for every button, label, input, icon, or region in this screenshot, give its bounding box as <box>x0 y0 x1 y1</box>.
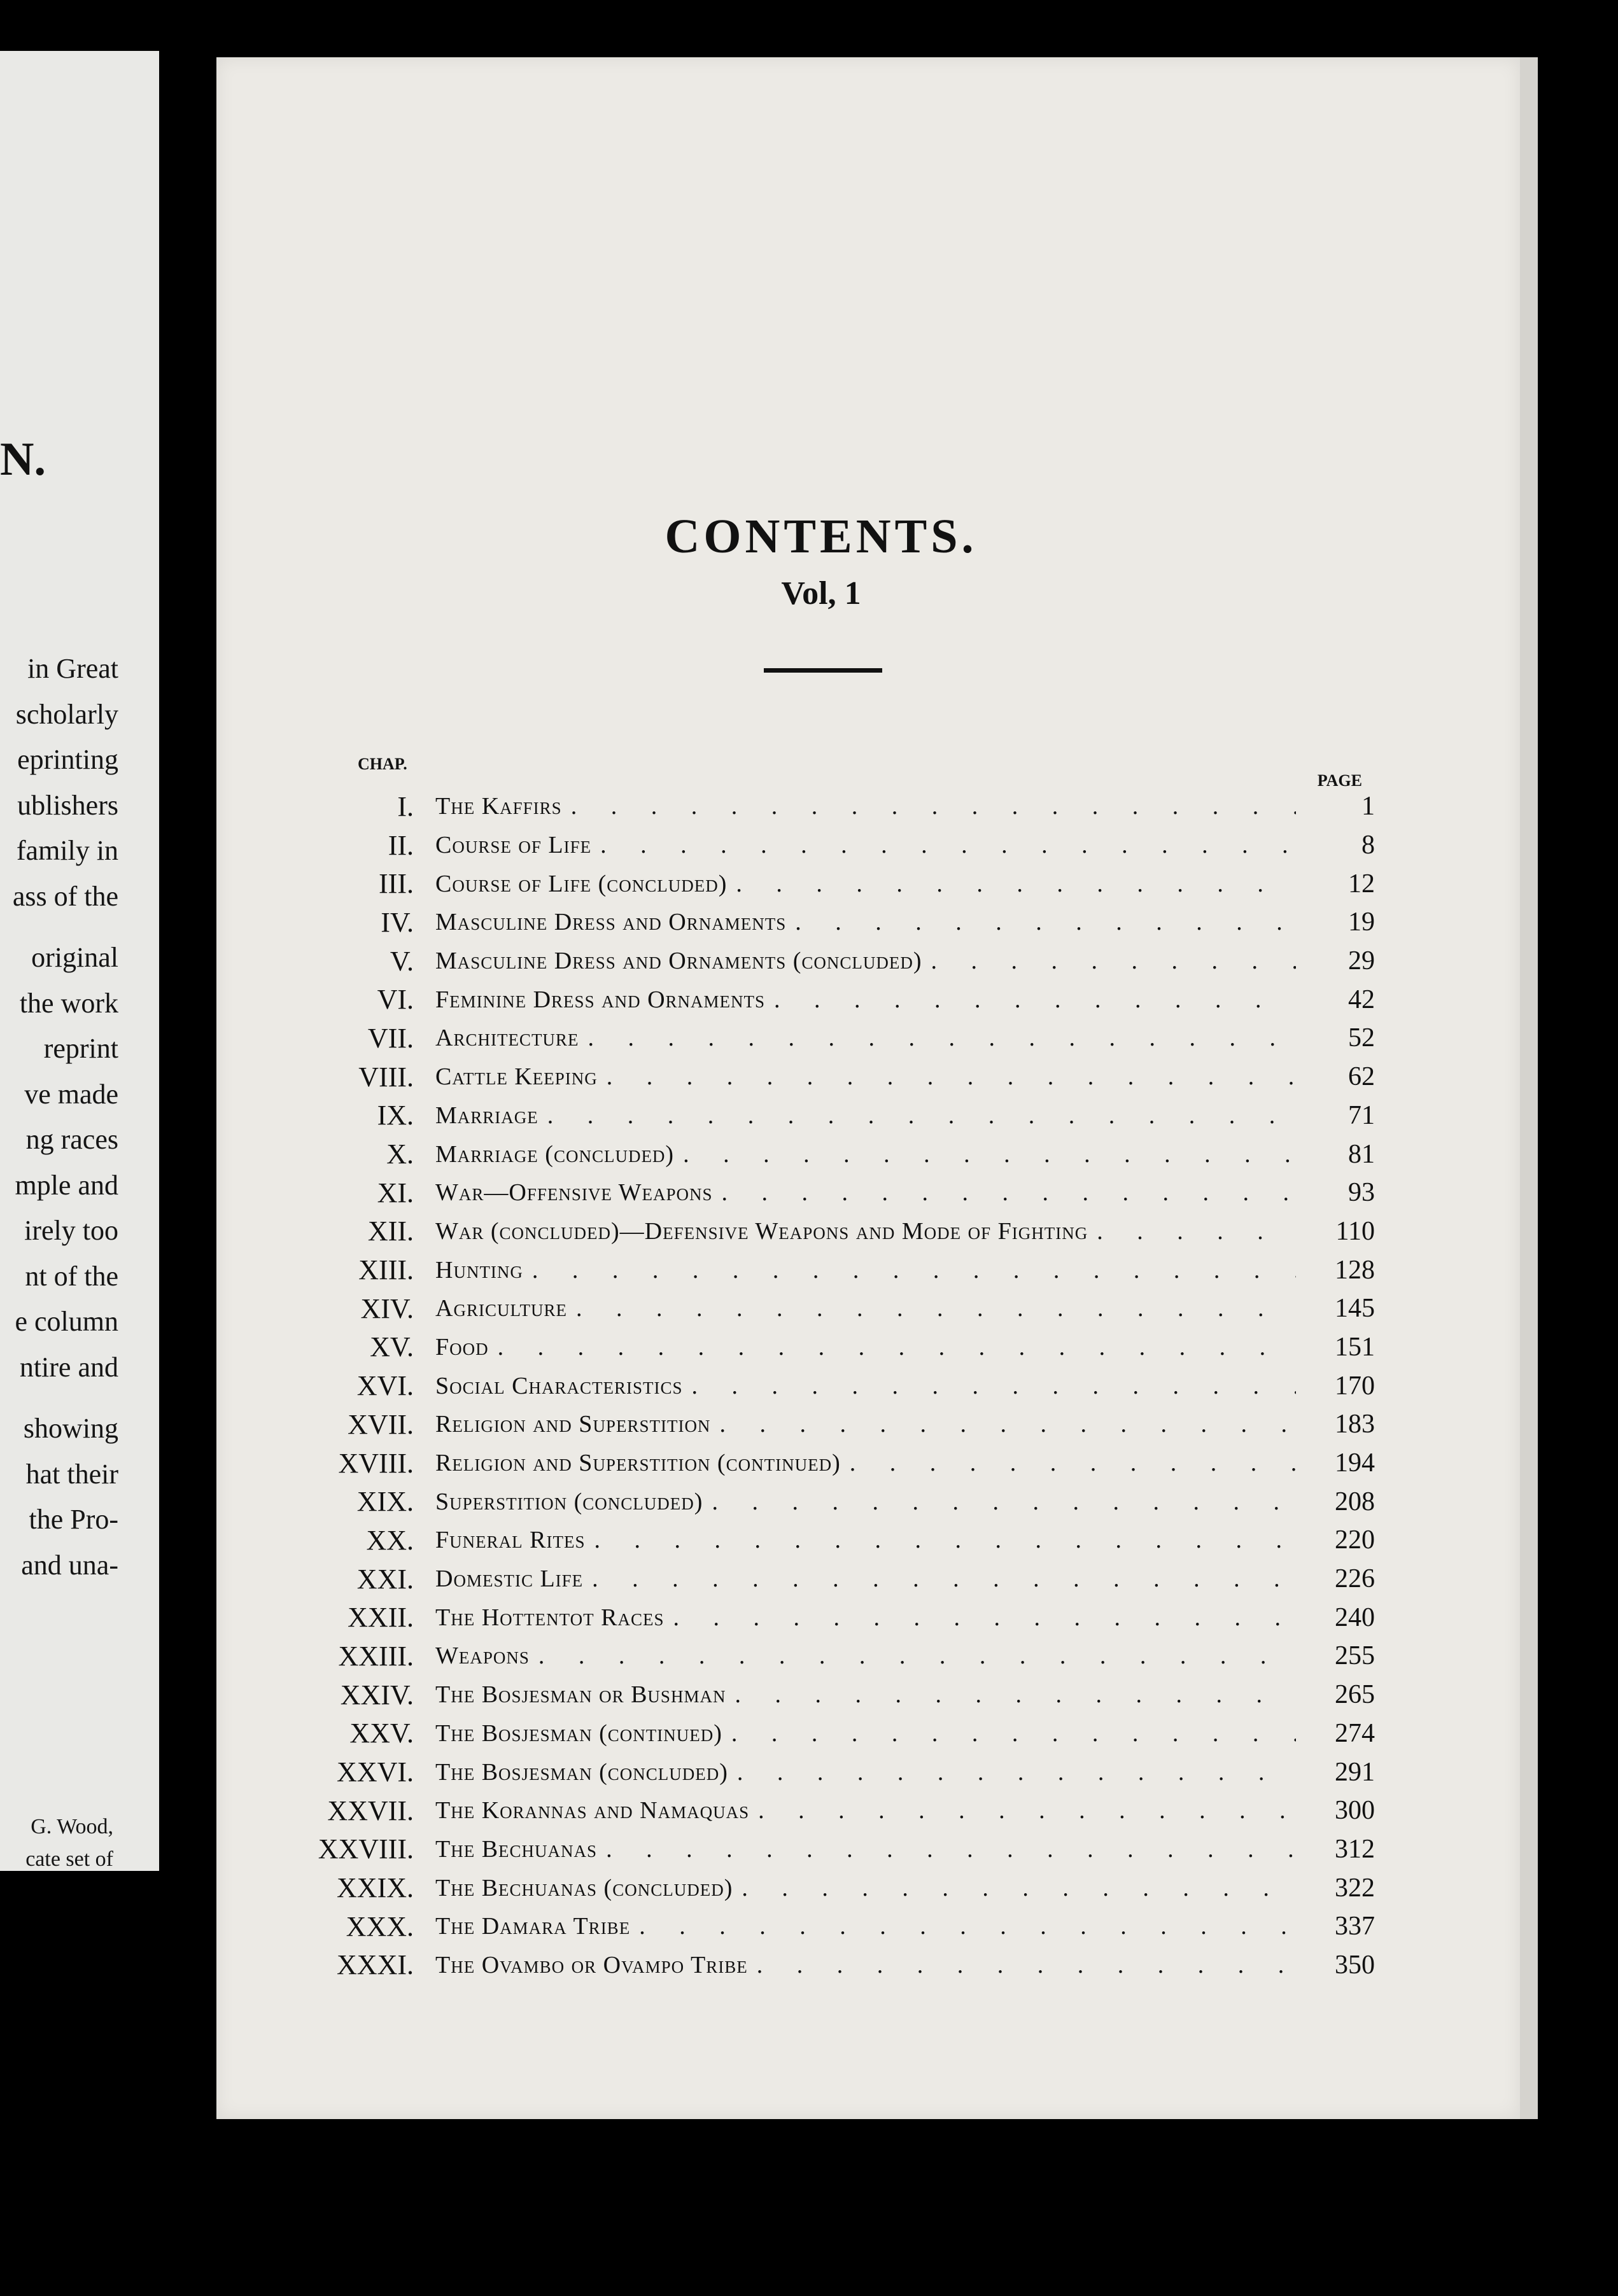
chapter-title: Funeral Rites <box>435 1527 586 1554</box>
left-page-line: in Great <box>27 653 118 684</box>
chapter-number: XVI. <box>356 1370 414 1402</box>
chapter-number: XXI. <box>356 1563 414 1595</box>
dot-leader <box>742 1874 1296 1902</box>
contents-entry <box>255 1791 1375 1830</box>
chapter-title-cell <box>435 1179 1296 1207</box>
contents-entry <box>255 1328 1375 1367</box>
left-page-heading: N. <box>0 433 46 486</box>
chapter-number: I. <box>397 790 414 822</box>
chapter-title: Marriage (concluded) <box>435 1140 675 1168</box>
dot-leader <box>931 947 1296 975</box>
chapter-title-cell <box>435 1719 1296 1747</box>
chapter-number: XIII. <box>358 1254 414 1286</box>
contents-entry <box>255 1482 1375 1521</box>
page-number: 8 <box>1361 830 1375 860</box>
contents-entry <box>255 1444 1375 1483</box>
left-page-line: ve made <box>24 1078 118 1110</box>
chapter-title-cell <box>435 1256 1296 1284</box>
dot-leader <box>1097 1217 1296 1245</box>
chapter-number: XXIX. <box>337 1872 414 1904</box>
page-number: 226 <box>1335 1564 1375 1594</box>
dot-leader <box>735 1681 1296 1709</box>
left-page-line: reprint <box>43 1033 118 1064</box>
page-number: 183 <box>1335 1410 1375 1439</box>
dot-leader <box>795 908 1296 936</box>
chapter-title: Agriculture <box>435 1295 567 1322</box>
left-page-line: nt of the <box>25 1260 118 1292</box>
chapter-title-cell <box>435 1565 1296 1593</box>
chapter-title-cell <box>435 1874 1296 1902</box>
chapter-title-cell <box>435 1372 1296 1400</box>
chapter-title-cell <box>435 1526 1296 1554</box>
chapter-number: IV. <box>381 906 414 938</box>
chapter-title: The Hottentot Races <box>435 1604 665 1631</box>
chapter-title-cell <box>435 1102 1296 1130</box>
page-number: 71 <box>1348 1100 1375 1130</box>
page-number: 208 <box>1335 1487 1375 1516</box>
contents-entry <box>255 1907 1375 1946</box>
chapter-title: Religion and Superstition <box>435 1411 711 1438</box>
page-edge <box>1520 57 1538 2119</box>
chapter-title-cell <box>435 870 1296 898</box>
dot-leader <box>592 1565 1296 1593</box>
page-number: 12 <box>1348 869 1375 899</box>
page-number: 274 <box>1335 1718 1375 1748</box>
left-page-line: ng races <box>25 1124 118 1155</box>
page-number: 291 <box>1335 1757 1375 1787</box>
page-number: 300 <box>1335 1796 1375 1826</box>
dot-leader <box>532 1256 1296 1284</box>
page-number: 194 <box>1335 1448 1375 1478</box>
chapter-title: The Damara Tribe <box>435 1913 631 1940</box>
dot-leader <box>498 1333 1296 1361</box>
contents-entry <box>255 1946 1375 1985</box>
dot-leader <box>673 1604 1296 1632</box>
page-number: 29 <box>1348 946 1375 976</box>
chapter-title-cell <box>435 1604 1296 1632</box>
page-number: 151 <box>1335 1332 1375 1362</box>
chapter-number: XVIII. <box>338 1447 414 1479</box>
dot-leader <box>757 1951 1296 1979</box>
chapter-title-cell <box>435 831 1296 859</box>
left-page-text <box>0 646 118 1588</box>
dot-leader <box>607 1063 1296 1091</box>
chapter-number: XX. <box>366 1524 414 1556</box>
chapter-title-cell <box>435 1488 1296 1516</box>
chapter-number: XXX. <box>346 1910 414 1942</box>
left-page-line: and una- <box>21 1549 118 1581</box>
page-number: 312 <box>1335 1834 1375 1864</box>
left-page-fragment <box>0 51 159 1871</box>
dot-leader <box>736 870 1296 898</box>
chapter-title: The Bechuanas (concluded) <box>435 1874 733 1901</box>
chapter-number: XVII. <box>348 1408 414 1440</box>
chapter-title: Feminine Dress and Ornaments <box>435 986 766 1013</box>
page-number: 19 <box>1348 907 1375 937</box>
page-number: 93 <box>1348 1178 1375 1208</box>
dot-leader <box>571 792 1296 820</box>
chapter-number: IX. <box>377 1100 414 1131</box>
contents-entry <box>255 1714 1375 1753</box>
contents-entry <box>255 1676 1375 1714</box>
left-page-line: hat their <box>25 1458 118 1490</box>
contents-entry <box>255 1830 1375 1869</box>
chapter-title: The Bosjesman (continued) <box>435 1719 722 1747</box>
contents-entry <box>255 864 1375 903</box>
page-number: 62 <box>1348 1062 1375 1092</box>
contents-entry <box>255 1868 1375 1907</box>
contents-entry <box>255 903 1375 942</box>
dot-leader <box>731 1719 1296 1747</box>
page-number: 255 <box>1335 1641 1375 1671</box>
chapter-title: Course of Life (concluded) <box>435 870 728 897</box>
contents-entry <box>255 826 1375 865</box>
chapter-title: Masculine Dress and Ornaments (concluded) <box>435 948 922 975</box>
page-column-header: PAGE <box>1317 771 1362 790</box>
left-page-line <box>0 1390 118 1406</box>
chapter-title-cell <box>435 908 1296 936</box>
chapter-title-cell <box>435 1912 1296 1940</box>
left-page-line: the Pro- <box>29 1504 118 1535</box>
contents-list <box>255 787 1375 1984</box>
chapter-number: III. <box>379 868 414 900</box>
chapter-number: VI. <box>377 984 414 1016</box>
left-page-line: scholarly <box>15 698 118 730</box>
page-number: 265 <box>1335 1680 1375 1710</box>
chapter-title-cell <box>435 1333 1296 1361</box>
page-number: 322 <box>1335 1873 1375 1903</box>
chapter-title: Domestic Life <box>435 1565 584 1593</box>
chapter-number: XXV. <box>349 1718 414 1749</box>
chapter-title: Religion and Superstition (continued) <box>435 1450 841 1477</box>
page-number: 81 <box>1348 1139 1375 1169</box>
chapter-number: XIX. <box>356 1486 414 1518</box>
chapter-title-cell <box>435 1642 1296 1670</box>
dot-leader <box>758 1796 1296 1824</box>
chapter-number: II. <box>388 829 414 861</box>
left-page-line: eprinting <box>17 744 118 775</box>
dot-leader <box>587 1024 1296 1052</box>
page-title: CONTENTS. <box>665 510 978 563</box>
dot-leader <box>712 1488 1296 1516</box>
contents-entry <box>255 1212 1375 1251</box>
left-page-line: ublishers <box>17 789 118 821</box>
contents-entry <box>255 1405 1375 1444</box>
dot-leader <box>600 831 1296 859</box>
title-rule <box>764 668 882 673</box>
chapter-title: Social Characteristics <box>435 1372 683 1399</box>
contents-entry <box>255 1521 1375 1560</box>
left-page-small-line: cate set of <box>25 1847 113 1871</box>
chapter-title-cell <box>435 1681 1296 1709</box>
dot-leader <box>850 1449 1296 1477</box>
dot-leader <box>774 986 1296 1014</box>
chapter-title: War—Offensive Weapons <box>435 1179 713 1207</box>
contents-entry <box>255 1753 1375 1791</box>
page-number: 337 <box>1335 1912 1375 1942</box>
chapter-title: Masculine Dress and Ornaments <box>435 909 787 936</box>
chapter-number: XI. <box>377 1177 414 1208</box>
chapter-title: Food <box>435 1333 489 1361</box>
dot-leader <box>576 1294 1296 1322</box>
chapter-title-cell <box>435 1294 1296 1322</box>
chapter-title: The Bosjesman (concluded) <box>435 1758 728 1786</box>
dot-leader <box>639 1912 1296 1940</box>
chapter-number: XXII. <box>348 1602 414 1634</box>
chapter-title-cell <box>435 1835 1296 1863</box>
dot-leader <box>692 1372 1297 1400</box>
left-page-line: showing <box>23 1413 118 1444</box>
contents-entry <box>255 942 1375 981</box>
chapter-number: XXXI. <box>337 1949 414 1981</box>
page-number: 128 <box>1335 1255 1375 1285</box>
dot-leader <box>683 1140 1296 1168</box>
chapter-title-cell <box>435 1140 1296 1168</box>
page-number: 220 <box>1335 1525 1375 1555</box>
chapter-title-cell <box>435 1217 1296 1245</box>
page-number: 240 <box>1335 1602 1375 1632</box>
chapter-number: XXIII. <box>338 1640 414 1672</box>
chapter-title-cell <box>435 1063 1296 1091</box>
dot-leader <box>538 1642 1296 1670</box>
contents-entry <box>255 1058 1375 1096</box>
chapter-title: The Bosjesman or Bushman <box>435 1681 726 1709</box>
dot-leader <box>722 1179 1296 1207</box>
dot-leader <box>547 1102 1296 1130</box>
page-number: 1 <box>1361 792 1375 822</box>
dot-leader <box>606 1835 1296 1863</box>
chapter-number: XXVI. <box>337 1756 414 1788</box>
chapter-number: XII. <box>367 1215 414 1247</box>
chapter-title-cell <box>435 947 1296 975</box>
chapter-title: Cattle Keeping <box>435 1063 598 1091</box>
chapter-number: XXVIII. <box>318 1833 414 1865</box>
page-number: 52 <box>1348 1023 1375 1053</box>
contents-entry <box>255 787 1375 826</box>
left-page-line: the work <box>19 987 118 1019</box>
left-page-small-line: G. Wood, <box>31 1815 113 1838</box>
contents-entry <box>255 1289 1375 1328</box>
chapter-title-cell <box>435 1796 1296 1824</box>
contents-entry <box>255 1366 1375 1405</box>
dot-leader <box>594 1526 1296 1554</box>
contents-entry <box>255 1250 1375 1289</box>
contents-entry <box>255 1598 1375 1637</box>
left-page-line: original <box>31 942 118 973</box>
chapter-title-cell <box>435 792 1296 820</box>
chapter-title: The Bechuanas <box>435 1835 598 1863</box>
chapter-number: VII. <box>367 1022 414 1054</box>
chapter-title-cell <box>435 1951 1296 1979</box>
contents-entry <box>255 1173 1375 1212</box>
contents-entry <box>255 1135 1375 1173</box>
chapter-number: XIV. <box>360 1292 414 1324</box>
chapter-title: Course of Life <box>435 832 592 859</box>
dot-leader <box>719 1410 1296 1438</box>
chapter-number: VIII. <box>358 1061 414 1093</box>
page-number: 170 <box>1335 1371 1375 1401</box>
chap-column-header: CHAP. <box>358 755 407 773</box>
contents-entry <box>255 1019 1375 1058</box>
chapter-title: Hunting <box>435 1256 523 1284</box>
chapter-number: V. <box>390 945 414 977</box>
dot-leader <box>737 1758 1296 1786</box>
chapter-title-cell <box>435 1758 1296 1786</box>
chapter-title: War (concluded)—Defensive Weapons and Mode of Fighting <box>435 1217 1088 1245</box>
left-page-line <box>0 919 118 935</box>
volume-label: Vol, 1 <box>781 575 861 612</box>
chapter-title: The Ovambo or Ovampo Tribe <box>435 1951 748 1978</box>
page-number: 110 <box>1335 1216 1375 1246</box>
contents-entry <box>255 980 1375 1019</box>
left-page-small-text <box>0 1810 113 1871</box>
page-number: 350 <box>1335 1950 1375 1980</box>
page-number: 42 <box>1348 984 1375 1014</box>
page-number: 145 <box>1335 1294 1375 1324</box>
chapter-title: Weapons <box>435 1642 530 1670</box>
left-page-line: e column <box>15 1306 118 1337</box>
chapter-title-cell <box>435 986 1296 1014</box>
chapter-title: Architecture <box>435 1025 579 1052</box>
chapter-number: XV. <box>370 1331 414 1363</box>
contents-entry <box>255 1637 1375 1676</box>
left-page-line: ntire and <box>19 1351 118 1383</box>
left-page-line: irely too <box>24 1215 118 1246</box>
left-page-line: family in <box>16 835 118 866</box>
left-page-line: ass of the <box>12 880 118 912</box>
left-page-line: mple and <box>15 1169 118 1201</box>
chapter-title: Marriage <box>435 1102 538 1129</box>
chapter-number: XXIV. <box>340 1679 414 1711</box>
contents-entry <box>255 1560 1375 1599</box>
chapter-title-cell <box>435 1410 1296 1438</box>
chapter-title: The Korannas and Namaquas <box>435 1797 750 1824</box>
chapter-number: X. <box>386 1138 414 1170</box>
contents-entry <box>255 1096 1375 1135</box>
chapter-title: The Kaffirs <box>435 793 562 820</box>
chapter-number: XXVII. <box>327 1795 414 1826</box>
chapter-title: Superstition (concluded) <box>435 1488 703 1515</box>
chapter-title-cell <box>435 1024 1296 1052</box>
chapter-title-cell <box>435 1449 1296 1477</box>
